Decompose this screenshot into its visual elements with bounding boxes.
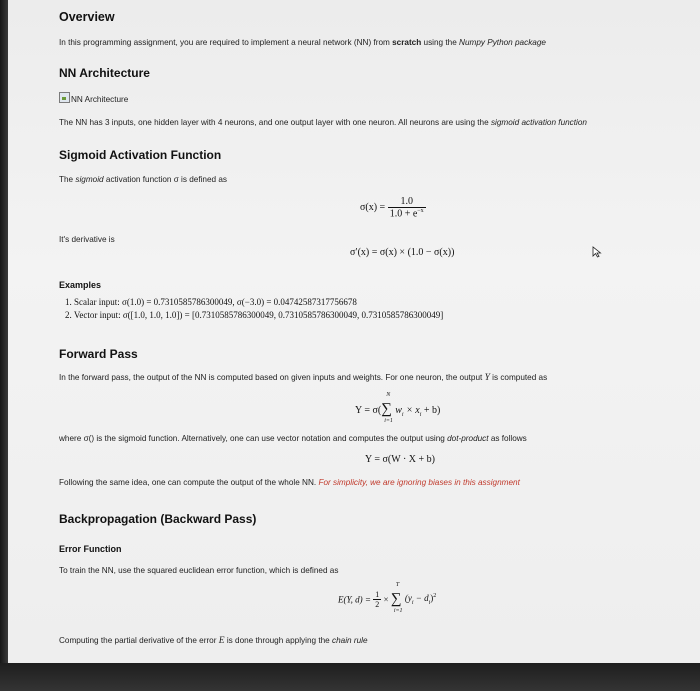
sigmoid-definition: The sigmoid activation function σ is defined as — [59, 175, 227, 184]
left-shadow — [0, 0, 8, 663]
examples-heading: Examples — [59, 280, 102, 290]
forward-text: In the forward pass, the output of the NN is computed based on given inputs and weights. For one neuron, the output Y is computed as — [59, 373, 548, 383]
sigmoid-heading: Sigmoid Activation Function — [59, 148, 222, 162]
forward-where-text: where σ() is the sigmoid function. Alternatively, one can use vector notation and computes the output using dot-product as follows — [59, 434, 527, 443]
forward-equation: Y = σ(∑ N i=1 $w_i \times x_i + b$) — [355, 392, 441, 424]
architecture-text: The NN has 3 inputs, one hidden layer with 4 neurons, and one output layer with one neuron. All neurons are using the sigmoid activation function — [59, 118, 587, 127]
bottom-bezel — [0, 663, 700, 691]
mouse-cursor-icon — [592, 245, 602, 257]
derivative-label: It's derivative is — [59, 235, 115, 244]
error-function-heading: Error Function — [59, 544, 122, 554]
forward-heading: Forward Pass — [59, 347, 138, 361]
broken-image-icon — [59, 92, 70, 103]
overview-heading: Overview — [59, 10, 115, 24]
architecture-image: NN Architecture — [59, 92, 128, 104]
partial-derivative-text: Computing the partial derivative of the error E is done through applying the chain rule — [59, 636, 368, 646]
example-vector: 2. Vector input: σ([1.0, 1.0, 1.0]) = [0.7310585786300049, 0.7310585786300049, 0.7310585786300049] — [65, 310, 444, 320]
architecture-heading: NN Architecture — [59, 66, 150, 80]
error-function-text: To train the NN, use the squared euclidean error function, which is defined as — [59, 566, 339, 575]
document-page — [8, 0, 700, 663]
overview-text: In this programming assignment, you are required to implement a neural network (NN) from scratch using the Numpy Python package — [59, 38, 546, 47]
sigmoid-fraction: $\frac{1.0}{1.0 + e^{-x}}$ — [389, 196, 424, 220]
example-scalar: 1. Scalar input: σ(1.0) = 0.7310585786300049, σ(−3.0) = 0.04742587317756678 — [65, 297, 357, 307]
error-equation: E(Y, d) = $\frac{1}{2}$ × ∑ T i=1 $(y_i - d_i)^2$ — [338, 582, 437, 614]
sigmoid-formula: σ(x) = $\frac{1.0}{1.0 + e^{-x}}$ — [360, 196, 424, 220]
forward-vector-equation: Y = σ(W · X + b) — [365, 454, 435, 465]
forward-following-text: Following the same idea, one can compute the output of the whole NN. For simplicity, we are ignoring biases in this assignment — [59, 478, 520, 487]
backprop-heading: Backpropagation (Backward Pass) — [59, 512, 257, 526]
derivative-formula: σ′(x) = σ(x) × (1.0 − σ(x)) — [350, 247, 455, 258]
